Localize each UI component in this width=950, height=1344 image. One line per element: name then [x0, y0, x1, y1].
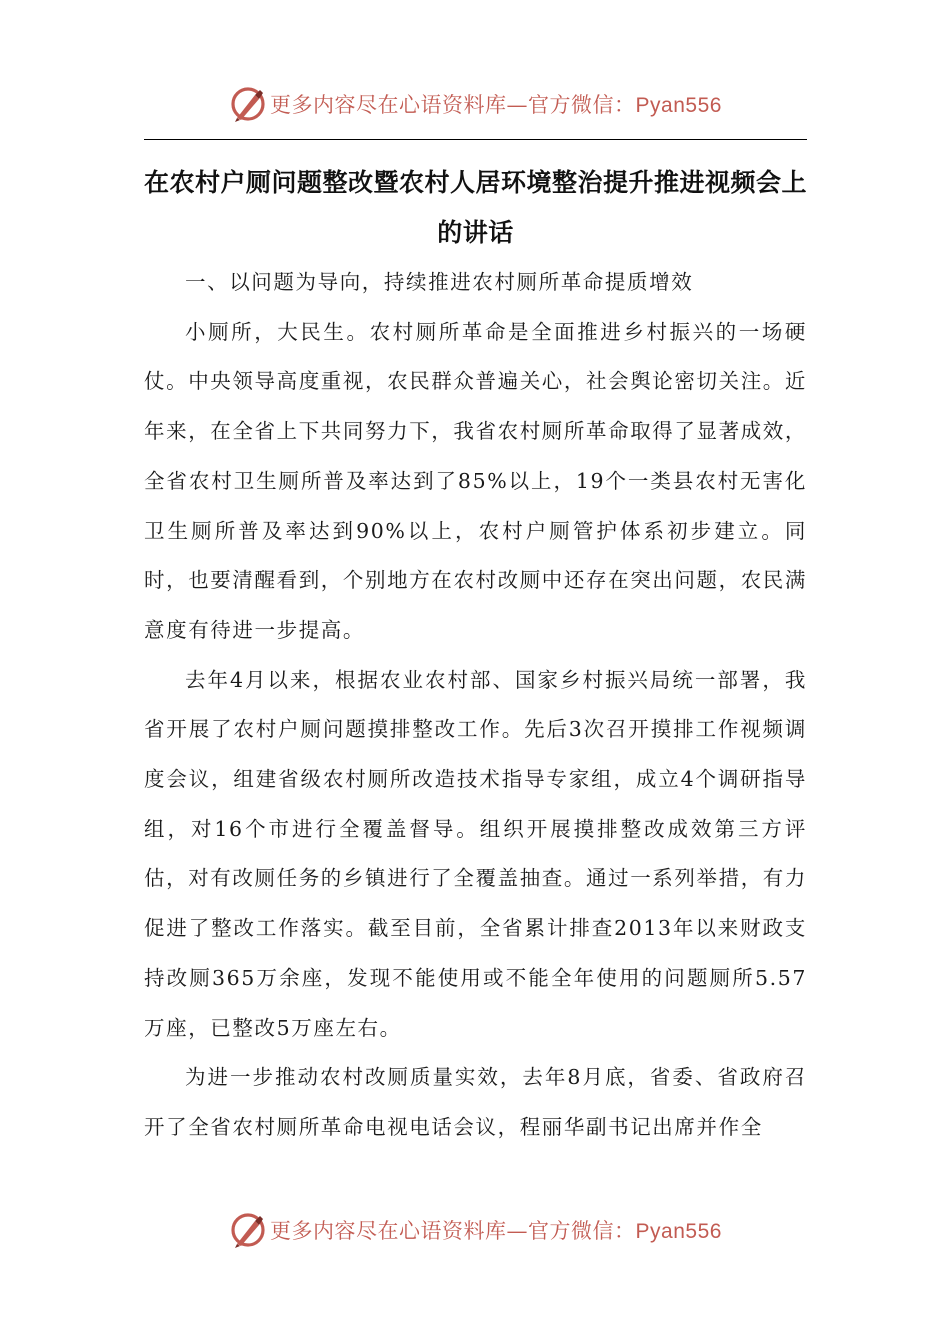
header-divider [144, 139, 807, 140]
document-title: 在农村户厕问题整改暨农村人居环境整治提升推进视频会上的讲话 [144, 168, 808, 247]
footer-banner [0, 1208, 950, 1252]
header-banner-text: 更多内容尽在心语资料库—官方微信：Pyan556 [270, 93, 722, 117]
footer-banner-text: 更多内容尽在心语资料库—官方微信：Pyan556 [270, 1219, 722, 1243]
footer-wechat-id: Pyan556 [635, 1220, 722, 1243]
section-heading: 一、以问题为导向，持续推进农村厕所革命提质增效 [185, 270, 694, 294]
header-wechat-id: Pyan556 [635, 94, 722, 117]
pen-logo-icon [228, 84, 268, 124]
document-body [144, 258, 807, 1153]
header-banner [0, 82, 950, 126]
pen-logo-icon [228, 1210, 268, 1250]
body-paragraph: 小厕所，大民生。农村厕所革命是全面推进乡村振兴的一场硬仗。中央领导高度重视，农民群众普遍关心，社会舆论密切关注。近年来，在全省上下共同努力下，我省农村厕所革命取得了显著成效，全省农村卫生厕所普及率达到了85%以上，19个一类县农村无害化卫生厕所普及率达到90%以上，农村户厕管护体系初步建立。同时，也要清醒看到，个别地方在农村改厕中还存在突出问题，农民满意度有待进一步提高。 [144, 319, 807, 642]
body-paragraph: 为进一步推动农村改厕质量实效，去年8月底，省委、省政府召开了全省农村厕所革命电视电话会议，程丽华副书记出席并作全 [144, 1065, 807, 1139]
body-paragraph: 去年4月以来，根据农业农村部、国家乡村振兴局统一部署，我省开展了农村户厕问题摸排整改工作。先后3次召开摸排工作视频调度会议，组建省级农村厕所改造技术指导专家组，成立4个调研指导组，对16个市进行全覆盖督导。组织开展摸排整改成效第三方评估，对有改厕任务的乡镇进行了全覆盖抽查。通过一系列举措，有力促进了整改工作落实。截至目前，全省累计排查2013年以来财政支持改厕365万余座，发现不能使用或不能全年使用的问题厕所5.57万座，已整改5万座左右。 [144, 667, 807, 1040]
